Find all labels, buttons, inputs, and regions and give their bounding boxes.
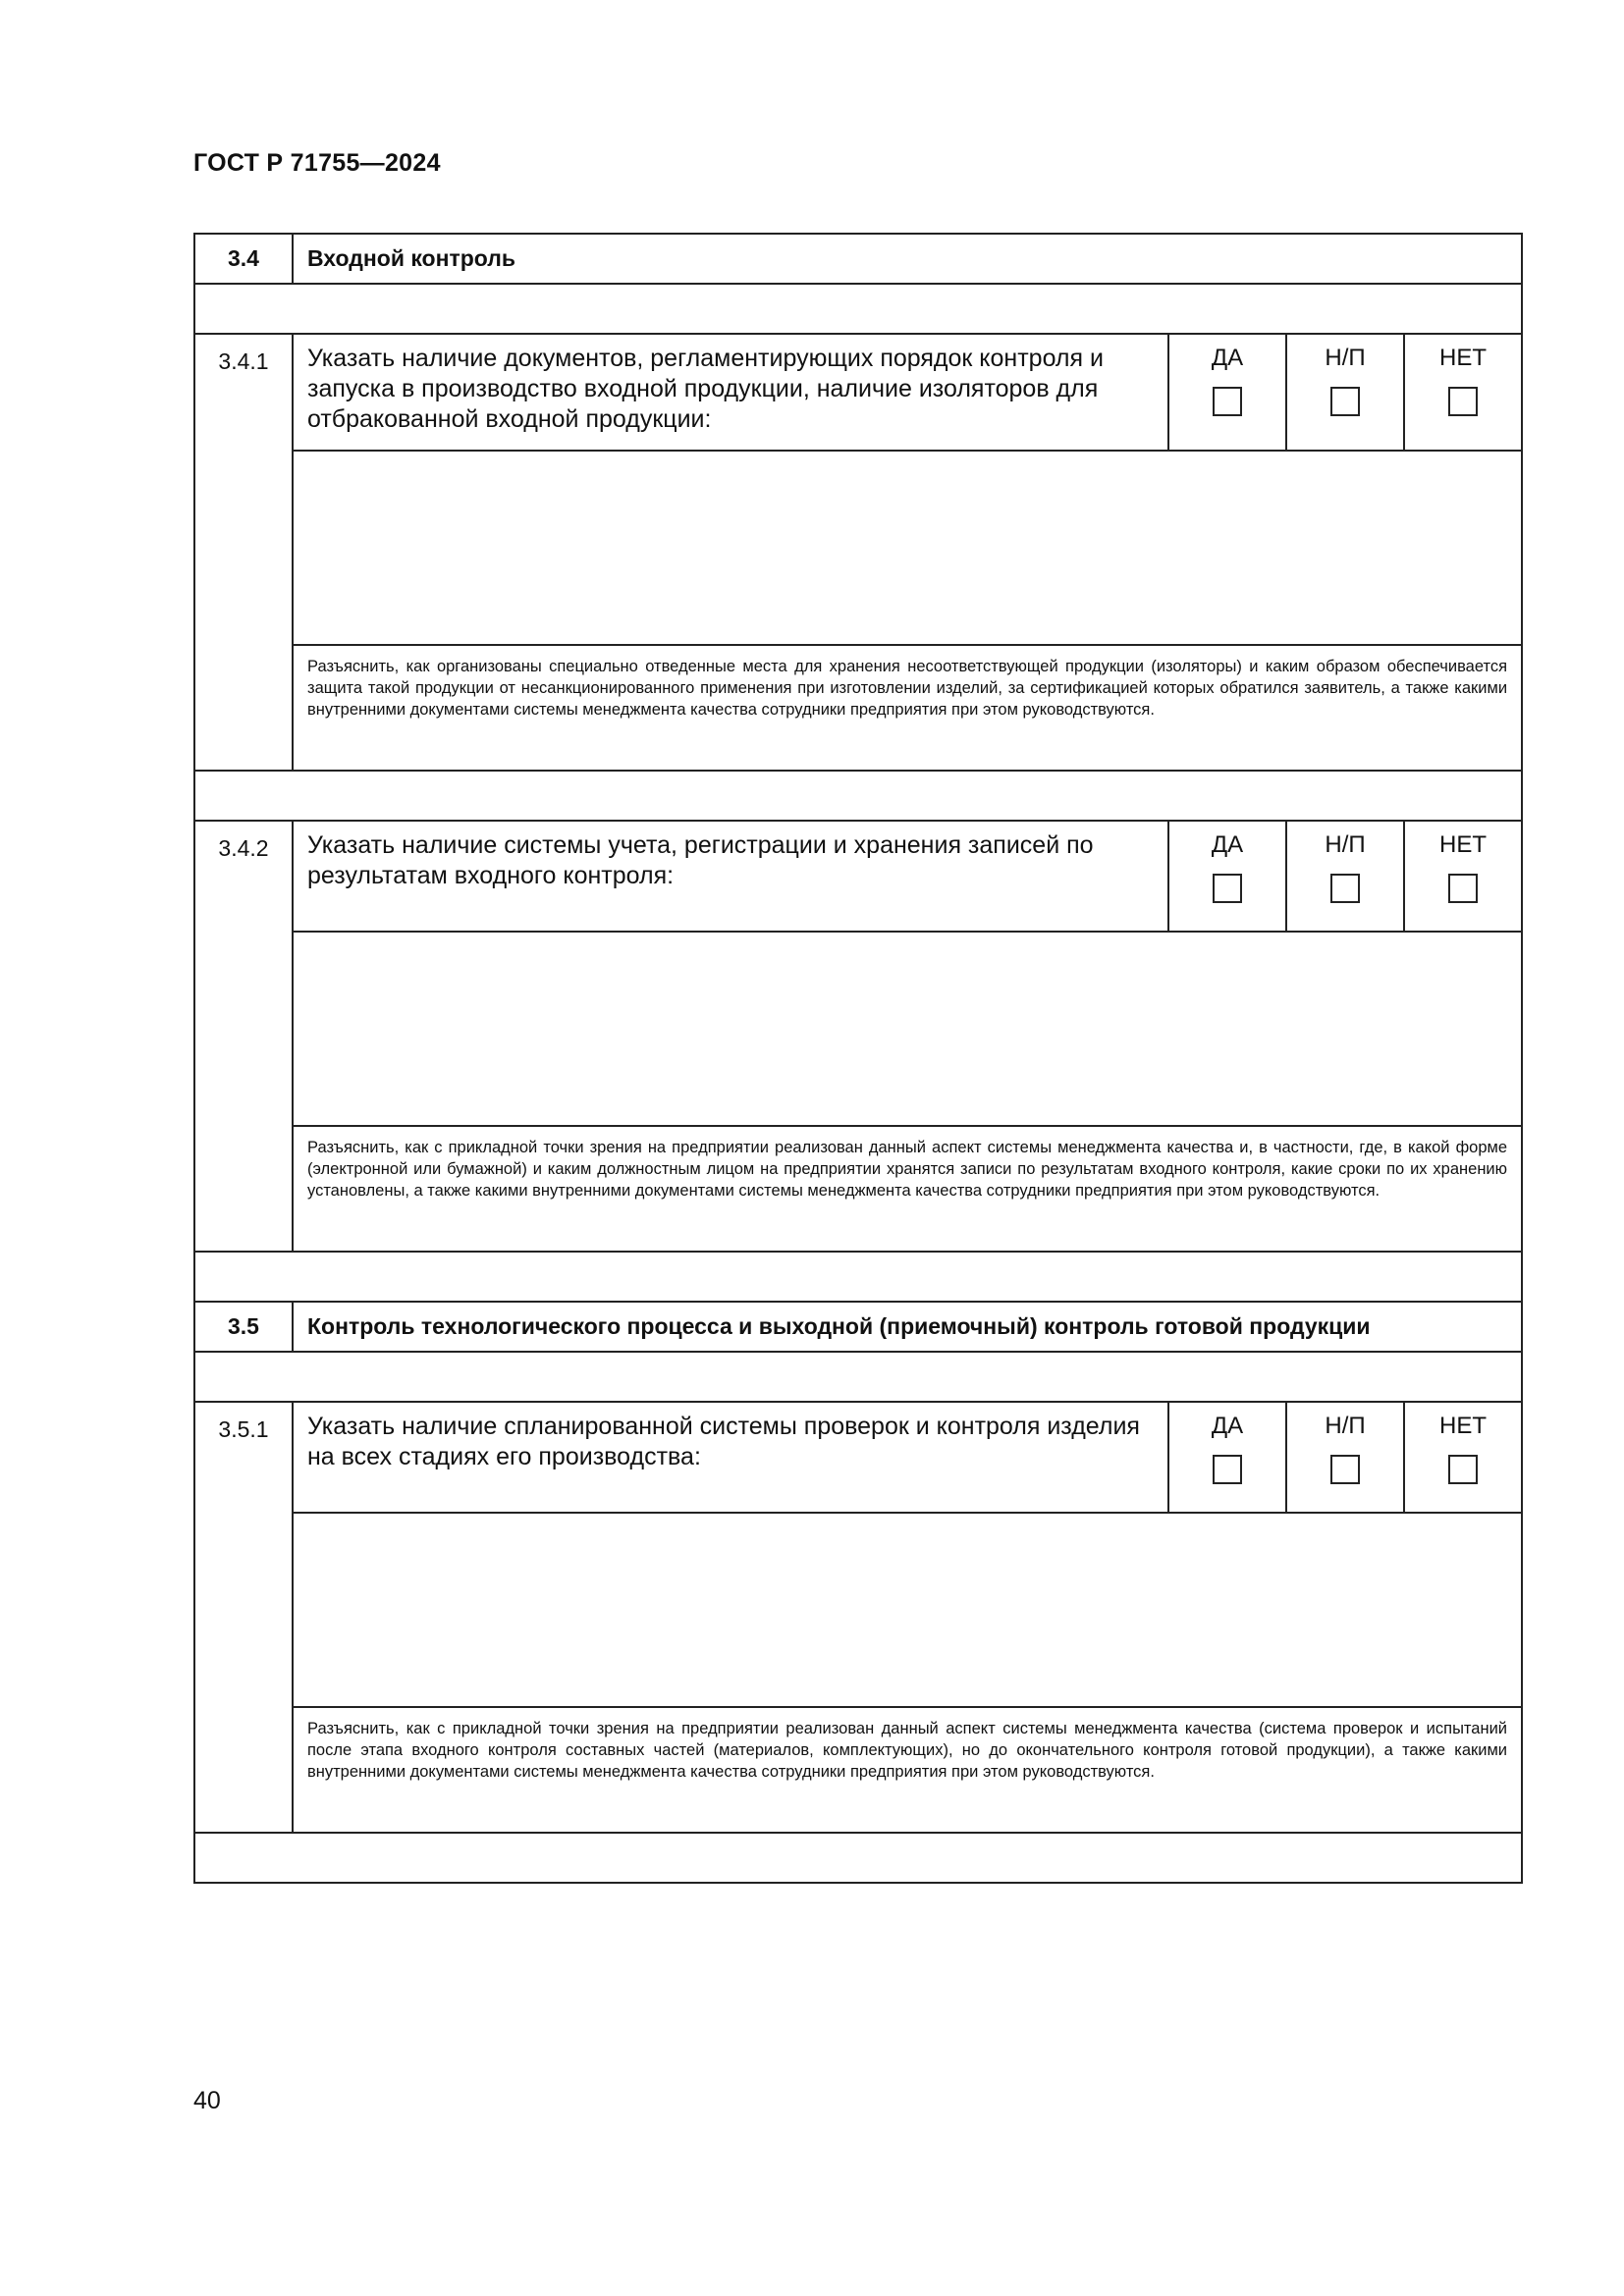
option-label: НЕТ: [1439, 1413, 1488, 1439]
section-header-row: [194, 234, 1522, 284]
yes-checkbox[interactable]: [1213, 1455, 1242, 1484]
option-label: НЕТ: [1439, 345, 1488, 371]
option-no: [1404, 334, 1522, 451]
option-label: НЕТ: [1439, 831, 1488, 858]
spacer-row: [194, 1352, 1522, 1402]
option-no: [1404, 821, 1522, 932]
option-yes: [1168, 821, 1286, 932]
no-checkbox[interactable]: [1448, 387, 1478, 416]
question-row: [194, 1402, 1522, 1513]
no-checkbox[interactable]: [1448, 1455, 1478, 1484]
section-title: Входной контроль: [293, 234, 1522, 284]
option-no: [1404, 1402, 1522, 1513]
explanation-note: Разъяснить, как с прикладной точки зрения на предприятии реализован данный аспект системы менеджмента качества и, в частности, где, в какой форме (электронной или бумажной) и каким должностным лицом на предприятии хранятся записи по результатам входного контроля, какие сроки по их хранению установлены, а также какими внутренними документами системы менеджмента качества сотрудники предприятия при этом руководствуются.: [293, 1126, 1522, 1252]
question-row: [194, 334, 1522, 451]
section-number: 3.4: [194, 234, 293, 284]
answer-field[interactable]: [293, 932, 1522, 1126]
spacer-row: [194, 284, 1522, 334]
option-label: Н/П: [1325, 345, 1366, 371]
explanation-note: Разъяснить, как организованы специально отведенные места для хранения несоответствующей продукции (изоляторы) и каким образом обеспечивается защита такой продукции от несанкционированного применения при изготовлении изделий, за сертификацией которых обратился заявитель, а также какими внутренними документами системы менеджмента качества сотрудники предприятия при этом руководствуются.: [293, 645, 1522, 771]
question-text: Указать наличие документов, регламентирующих порядок контроля и запуска в производство входной продукции, наличие изоляторов для отбракованной входной продукции:: [293, 334, 1168, 451]
option-label: ДА: [1211, 1413, 1244, 1439]
section-number: 3.5: [194, 1302, 293, 1352]
item-number: 3.4.2: [194, 821, 293, 1252]
option-na: [1286, 334, 1404, 451]
note-row: [194, 1707, 1522, 1833]
question-text: Указать наличие системы учета, регистрации и хранения записей по результатам входного контроля:: [293, 821, 1168, 932]
section-header-row: [194, 1302, 1522, 1352]
section-title: Контроль технологического процесса и выходной (приемочный) контроль готовой продукции: [293, 1302, 1522, 1352]
answer-field[interactable]: [293, 1513, 1522, 1707]
option-na: [1286, 821, 1404, 932]
option-label: ДА: [1211, 831, 1244, 858]
spacer-row: [194, 1252, 1522, 1302]
na-checkbox[interactable]: [1330, 1455, 1360, 1484]
answer-row: [194, 451, 1522, 645]
answer-row: [194, 932, 1522, 1126]
note-row: [194, 1126, 1522, 1252]
item-number: 3.4.1: [194, 334, 293, 771]
note-row: [194, 645, 1522, 771]
document-header: ГОСТ Р 71755—2024: [193, 149, 441, 177]
option-label: ДА: [1211, 345, 1244, 371]
page-number: 40: [193, 2087, 221, 2114]
option-label: Н/П: [1325, 831, 1366, 858]
question-text: Указать наличие спланированной системы проверок и контроля изделия на всех стадиях его производства:: [293, 1402, 1168, 1513]
na-checkbox[interactable]: [1330, 874, 1360, 903]
option-na: [1286, 1402, 1404, 1513]
answer-row: [194, 1513, 1522, 1707]
question-row: [194, 821, 1522, 932]
na-checkbox[interactable]: [1330, 387, 1360, 416]
item-number: 3.5.1: [194, 1402, 293, 1833]
no-checkbox[interactable]: [1448, 874, 1478, 903]
answer-field[interactable]: [293, 451, 1522, 645]
option-yes: [1168, 1402, 1286, 1513]
explanation-note: Разъяснить, как с прикладной точки зрения на предприятии реализован данный аспект системы менеджмента качества (система проверок и испытаний после этапа входного контроля составных частей (материалов, комплектующих), но до окончательного контроля готовой продукции), а также какими внутренними документами системы менеджмента качества сотрудники предприятия при этом руководствуются.: [293, 1707, 1522, 1833]
option-yes: [1168, 334, 1286, 451]
spacer-row: [194, 771, 1522, 821]
spacer-row: [194, 1833, 1522, 1883]
yes-checkbox[interactable]: [1213, 874, 1242, 903]
yes-checkbox[interactable]: [1213, 387, 1242, 416]
option-label: Н/П: [1325, 1413, 1366, 1439]
checklist-table: [193, 233, 1521, 1884]
